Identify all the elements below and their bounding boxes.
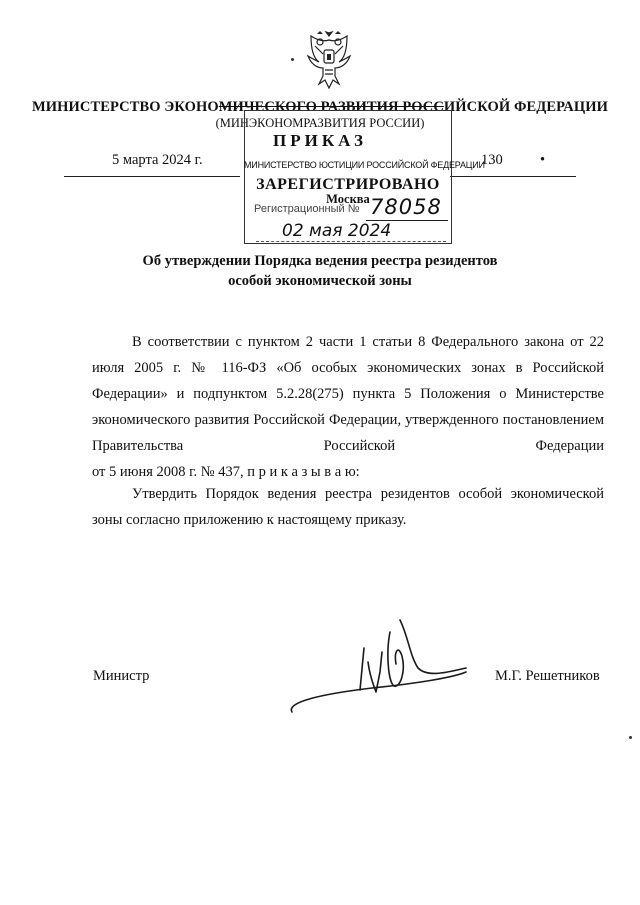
stamp-city: Москва (326, 192, 370, 206)
body-paragraph-text: В соответствии с пунктом 2 части 1 статьи 8 Федерального закона от 22 июля 2005 г. № 116-ФЗ «Об особых экономических зонах в Российской Федерации» и подпунктом 5.2.28(275) пункта 5 Положения о Министерстве экономического развития Российской Федерации, утвержденного постановлением Правительства Российской Федерации (92, 334, 604, 454)
stamp-date-underline (256, 241, 446, 242)
ministry-name-part: ИЙСКОЙ ФЕДЕРАЦИИ (443, 99, 608, 115)
body-paragraph: Утвердить Порядок ведения реестра резидентов особой экономической зоны согласно приложению к настоящему приказу. (92, 486, 604, 528)
scan-speck (629, 736, 632, 739)
stamp-reg-date: 02 мая 2024 (282, 221, 392, 241)
handwritten-signature-icon (282, 612, 472, 722)
stamp-status: ЗАРЕГИСТРИРОВАНО (256, 176, 440, 193)
number-underline (450, 176, 576, 177)
document-number: 130 (481, 152, 503, 168)
russian-coat-of-arms-icon (303, 30, 355, 92)
subject-line: особой экономической зоны (228, 273, 412, 289)
stamp-reg-label: Регистрационный № (254, 203, 360, 215)
subject-line: Об утверждении Порядка ведения реестра резидентов (142, 253, 498, 269)
body-paragraph (92, 329, 604, 459)
body-paragraph-last-line: от 5 июня 2008 г. № 437, п р и к а з ы в а ю: (92, 464, 360, 480)
signer-title: Министр (93, 668, 150, 684)
stamp-reg-number: 78058 (370, 195, 442, 219)
document-date: 5 марта 2024 г. (112, 152, 203, 168)
document-subject (0, 251, 640, 291)
document-type: ПРИКАЗ (273, 131, 367, 150)
scan-speck (291, 58, 294, 61)
ministry-name-part: МИНИСТЕРСТВО ЭКОНО (32, 99, 219, 115)
stamp-issuer: МИНИСТЕРСТВО ЮСТИЦИИ РОССИЙСКОЙ ФЕДЕРАЦИИ (244, 160, 485, 170)
mark-dot: • (540, 152, 546, 168)
date-underline (64, 176, 240, 177)
ministry-name-struck-part: МИЧЕСКОГО РАЗВИТИЯ РОСС (218, 99, 444, 115)
signer-name: М.Г. Решетников (495, 668, 600, 684)
ministry-short-name: (МИНЭКОНОМРАЗВИТИЯ РОССИИ) (215, 116, 425, 130)
